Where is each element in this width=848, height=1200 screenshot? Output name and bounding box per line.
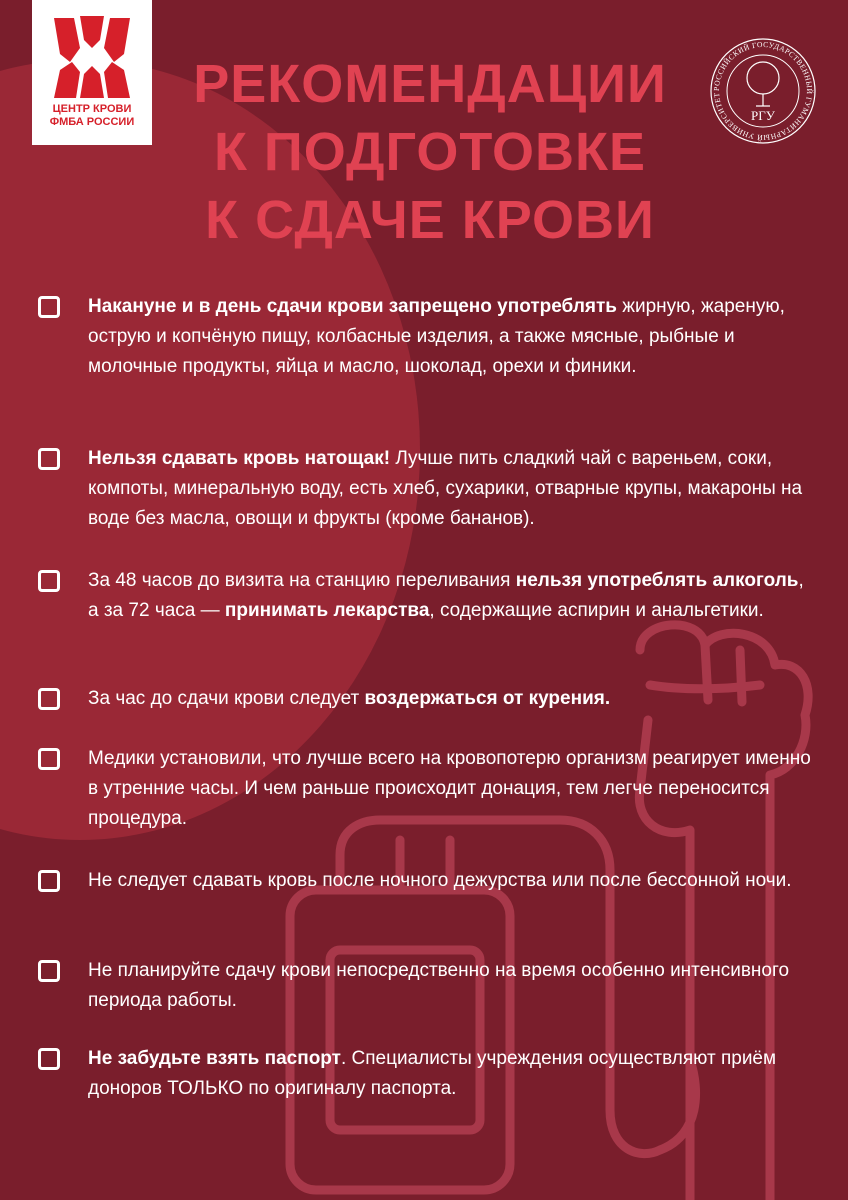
page-title: [160, 50, 700, 254]
seal-monogram: РГУ: [751, 108, 775, 123]
list-item-text: [88, 1044, 818, 1104]
list-item-part: , содержащие аспирин и анальгетики.: [429, 600, 764, 621]
title-line-1: РЕКОМЕНДАЦИИ: [193, 54, 667, 114]
list-item-part: , а за 72 часа —: [88, 570, 804, 621]
list-item-rest: Лучше пить сладкий чай с вареньем, соки, компоты, минеральную воду, есть хлеб, сухарики, отварные крупы, макароны на воде без масла, овощи и фрукты (кроме бананов).: [88, 448, 803, 529]
title-line-2: К ПОДГОТОВКЕ: [213, 122, 647, 182]
list-item-bold: принимать лекарства: [224, 600, 430, 621]
list-item-part: За 48 часов до визита на станцию переливания: [88, 570, 516, 591]
checkbox-icon[interactable]: [38, 688, 60, 710]
blood-center-logo: [32, 0, 152, 145]
list-item-text: Не следует сдавать кровь после ночного дежурства или после бессонной ночи.: [88, 870, 792, 891]
title-line-3: К СДАЧЕ КРОВИ: [205, 190, 655, 250]
checkbox-icon[interactable]: [38, 570, 60, 592]
logo-line-1: ЦЕНТР КРОВИ: [52, 103, 132, 115]
list-item-rest: жирную, жареную, острую и копчёную пищу, колбасные изделия, а также мясные, рыбные и молочные продукты, яйца и масло, шоколад, орехи и финики.: [88, 296, 785, 377]
list-item-bold: Накануне и в день сдачи крови запрещено употреблять: [88, 296, 617, 317]
list-item-bold: Не забудьте взять паспорт: [88, 1048, 341, 1069]
list-item-bold: нельзя употреблять алкоголь: [515, 570, 799, 591]
checkbox-icon[interactable]: [38, 1048, 60, 1070]
list-item-text: [88, 684, 818, 714]
checkbox-icon[interactable]: [38, 960, 60, 982]
list-item-text: [88, 444, 818, 534]
list-item-bold: воздержаться от курения.: [364, 688, 611, 709]
list-item-bold: Нельзя сдавать кровь натощак!: [88, 448, 391, 469]
blood-center-emblem-icon: [50, 14, 134, 100]
checkbox-icon[interactable]: [38, 448, 60, 470]
checkbox-icon[interactable]: [38, 296, 60, 318]
university-seal: [708, 36, 818, 146]
logo-line-2: ФМБА РОССИИ: [49, 116, 135, 128]
checkbox-icon[interactable]: [38, 748, 60, 770]
checkbox-icon[interactable]: [38, 870, 60, 892]
seal-ring-text: РОССИЙСКИЙ ГОСУДАРСТВЕННЫЙ ГУМАНИТАРНЫЙ УНИВЕРСИТЕТ: [711, 39, 815, 143]
list-item-text: [88, 566, 818, 626]
list-item-text: Не планируйте сдачу крови непосредственно на время особенно интенсивного периода работы.: [88, 960, 790, 1011]
list-item-text: Медики установили, что лучше всего на кровопотерю организм реагирует именно в утренние часы. И чем раньше происходит донация, тем легче переносится процедура.: [88, 748, 811, 829]
tree-icon: [747, 62, 779, 106]
list-item-rest: . Специалисты учреждения осуществляют приём доноров ТОЛЬКО по оригиналу паспорта.: [88, 1048, 777, 1099]
list-item-part: За час до сдачи крови следует: [88, 688, 365, 709]
list-item-text: [88, 292, 818, 382]
